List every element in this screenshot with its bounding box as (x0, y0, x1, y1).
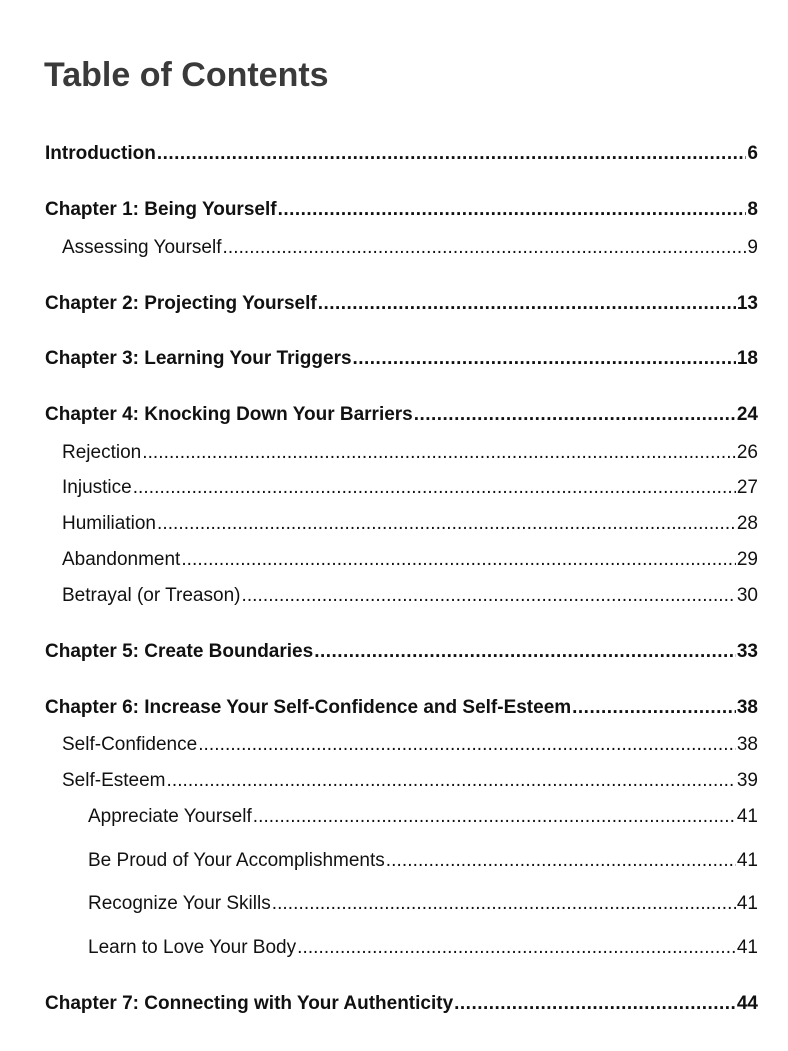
toc-entry-label: Humiliation (62, 513, 156, 534)
toc-entry-label: Appreciate Yourself (88, 806, 252, 827)
toc-page-number: 41 (736, 850, 758, 871)
toc-entry-label: Chapter 1: Being Yourself (45, 199, 277, 220)
toc-page-number: 38 (736, 734, 758, 755)
toc-page-number: 38 (736, 697, 758, 718)
toc-entry-label: Be Proud of Your Accomplishments (88, 850, 385, 871)
dot-leader (223, 236, 747, 260)
toc-page-number: 6 (747, 143, 758, 164)
toc-page-number: 24 (736, 404, 758, 425)
toc-page-number: 27 (736, 477, 758, 498)
toc-page-number: 41 (736, 937, 758, 958)
dot-leader (314, 640, 736, 664)
toc-page-number: 41 (736, 893, 758, 914)
toc-page-number: 8 (747, 199, 758, 220)
page-title: Table of Contents (44, 56, 329, 94)
dot-leader (278, 198, 747, 222)
toc-entry[interactable] (45, 347, 758, 371)
dot-leader (386, 849, 736, 873)
toc-entry[interactable] (45, 696, 758, 720)
toc-entry[interactable] (88, 892, 758, 916)
toc-entry-label: Abandonment (62, 549, 181, 570)
dot-leader (454, 992, 736, 1016)
dot-leader (572, 696, 736, 720)
toc-entry[interactable] (62, 733, 758, 757)
dot-leader (241, 584, 735, 608)
dot-leader (142, 441, 736, 465)
dot-leader (157, 512, 736, 536)
toc-page-number: 26 (736, 442, 758, 463)
dot-leader (253, 805, 736, 829)
toc-entry-label: Chapter 3: Learning Your Triggers (45, 348, 352, 369)
toc-entry-label: Betrayal (or Treason) (62, 585, 241, 606)
toc-entry[interactable] (62, 236, 758, 260)
toc-entry-label: Chapter 6: Increase Your Self-Confidence and Self-Esteem (45, 697, 572, 718)
toc-page-number: 41 (736, 806, 758, 827)
toc-entry-label: Chapter 7: Connecting with Your Authenticity (45, 993, 454, 1014)
dot-leader (272, 892, 736, 916)
toc-entry[interactable] (88, 805, 758, 829)
dot-leader (198, 733, 736, 757)
toc-page-number: 39 (736, 770, 758, 791)
toc-entry-label: Assessing Yourself (62, 237, 222, 258)
dot-leader (181, 548, 736, 572)
toc-entry-label: Self-Esteem (62, 770, 166, 791)
toc-entry[interactable] (45, 992, 758, 1016)
dot-leader (133, 476, 736, 500)
dot-leader (157, 142, 747, 166)
toc-entry[interactable] (45, 403, 758, 427)
toc-entry[interactable] (62, 512, 758, 536)
dot-leader (297, 936, 736, 960)
dot-leader (318, 292, 736, 316)
toc-entry[interactable] (62, 548, 758, 572)
toc-entry-label: Self-Confidence (62, 734, 198, 755)
toc-entry[interactable] (88, 849, 758, 873)
toc-entry-label: Chapter 4: Knocking Down Your Barriers (45, 404, 413, 425)
toc-page-number: 18 (736, 348, 758, 369)
toc-page-number: 9 (747, 237, 758, 258)
toc-page-number: 44 (736, 993, 758, 1014)
dot-leader (353, 347, 736, 371)
toc-page-number: 28 (736, 513, 758, 534)
toc-entry[interactable] (62, 441, 758, 465)
toc-entry[interactable] (45, 640, 758, 664)
toc-page-number: 33 (736, 641, 758, 662)
toc-entry-label: Chapter 2: Projecting Yourself (45, 293, 317, 314)
toc-entry-label: Learn to Love Your Body (88, 937, 297, 958)
toc-entry[interactable] (45, 142, 758, 166)
dot-leader (414, 403, 736, 427)
toc-page-number: 30 (736, 585, 758, 606)
toc-entry[interactable] (62, 476, 758, 500)
toc-entry-label: Rejection (62, 442, 142, 463)
toc-entry-label: Recognize Your Skills (88, 893, 271, 914)
toc-entry-label: Injustice (62, 477, 132, 498)
toc-entry-label: Chapter 5: Create Boundaries (45, 641, 314, 662)
toc-entry[interactable] (45, 292, 758, 316)
toc-entry[interactable] (45, 198, 758, 222)
toc-page-number: 13 (736, 293, 758, 314)
dot-leader (166, 769, 735, 793)
toc-entry[interactable] (88, 936, 758, 960)
toc-entry[interactable] (62, 769, 758, 793)
toc-page-number: 29 (736, 549, 758, 570)
toc-entry[interactable] (62, 584, 758, 608)
toc-entry-label: Introduction (45, 143, 156, 164)
